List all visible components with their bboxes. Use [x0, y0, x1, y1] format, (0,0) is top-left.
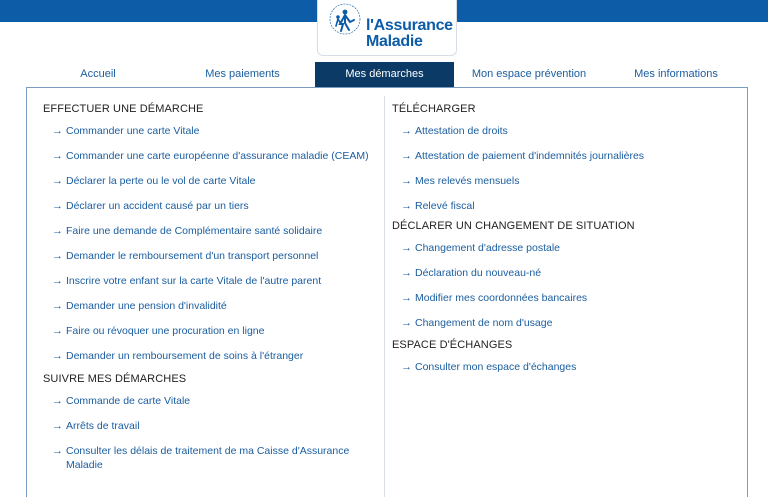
arrow-right-icon: →: [52, 250, 63, 262]
nav-item-mon-espace-prevention[interactable]: Mon espace prévention: [471, 68, 587, 80]
link-pension-invalidite[interactable]: → Demander une pension d'invalidité: [52, 300, 227, 312]
link-procuration[interactable]: → Faire ou révoquer une procuration en ligne: [52, 325, 265, 337]
link-changement-adresse[interactable]: → Changement d'adresse postale: [401, 242, 561, 254]
arrow-right-icon: →: [52, 200, 63, 212]
link-releve-fiscal[interactable]: → Relevé fiscal: [401, 200, 475, 212]
arrow-right-icon: →: [401, 125, 412, 137]
link-declaration-nouveau-ne[interactable]: → Déclaration du nouveau-né: [401, 267, 542, 279]
link-releves-mensuels[interactable]: → Mes relevés mensuels: [401, 175, 520, 187]
link-suivi-carte-vitale[interactable]: → Commande de carte Vitale: [52, 395, 191, 407]
arrow-right-icon: →: [52, 420, 63, 432]
arrow-right-icon: →: [401, 200, 412, 212]
nav-item-mes-informations[interactable]: Mes informations: [634, 68, 718, 80]
section-title-effectuer: EFFECTUER UNE DÉMARCHE: [43, 103, 204, 115]
section-title-telecharger: TÉLÉCHARGER: [392, 103, 476, 115]
arrow-right-icon: →: [52, 225, 63, 237]
arrow-right-icon: →: [52, 150, 63, 162]
link-coordonnees-bancaires[interactable]: → Modifier mes coordonnées bancaires: [401, 292, 588, 304]
arrow-right-icon: →: [401, 175, 412, 187]
link-delais-traitement[interactable]: → Consulter les délais de traitement de ma Caisse d'Assurance Maladie: [52, 445, 350, 471]
column-divider: [384, 96, 385, 497]
nav-item-accueil[interactable]: Accueil: [80, 68, 116, 80]
arrow-right-icon: →: [401, 317, 412, 329]
arrow-right-icon: →: [52, 300, 63, 312]
section-title-echanges: ESPACE D'ÉCHANGES: [392, 339, 513, 351]
arrow-right-icon: →: [52, 175, 63, 187]
arrow-right-icon: →: [401, 292, 412, 304]
link-commander-carte-vitale[interactable]: → Commander une carte Vitale: [52, 125, 200, 137]
arrow-right-icon: →: [401, 242, 412, 254]
arrow-right-icon: →: [52, 395, 63, 407]
link-remboursement-transport[interactable]: → Demander le remboursement d'un transport personnel: [52, 250, 319, 262]
right-column: [392, 101, 732, 385]
logo-line1: l'Assurance: [366, 17, 453, 34]
link-changement-nom[interactable]: → Changement de nom d'usage: [401, 317, 553, 329]
link-declarer-perte-vol[interactable]: → Déclarer la perte ou le vol de carte Vitale: [52, 175, 256, 187]
logo-line2: Maladie: [366, 33, 423, 50]
link-attestation-ij[interactable]: → Attestation de paiement d'indemnités journalières: [401, 150, 645, 162]
arrow-right-icon: →: [401, 267, 412, 279]
logo-text: [366, 18, 453, 50]
nav-item-mes-paiements[interactable]: Mes paiements: [205, 68, 280, 80]
link-commander-ceam[interactable]: → Commander une carte européenne d'assurance maladie (CEAM): [52, 150, 369, 162]
section-title-suivre: SUIVRE MES DÉMARCHES: [43, 373, 187, 385]
link-attestation-droits[interactable]: → Attestation de droits: [401, 125, 508, 137]
link-complementaire-sante[interactable]: → Faire une demande de Complémentaire santé solidaire: [52, 225, 323, 237]
arrow-right-icon: →: [52, 325, 63, 337]
link-espace-echanges[interactable]: → Consulter mon espace d'échanges: [401, 361, 577, 373]
left-column: [43, 101, 378, 483]
link-arrets-travail[interactable]: → Arrêts de travail: [52, 420, 140, 432]
arrow-right-icon: →: [52, 350, 63, 362]
assurance-maladie-logo[interactable]: [317, 0, 457, 56]
section-title-changement: DÉCLARER UN CHANGEMENT DE SITUATION: [392, 220, 635, 232]
nav-item-mes-demarches[interactable]: Mes démarches: [315, 62, 454, 87]
main-nav: [26, 62, 748, 87]
arrow-right-icon: →: [52, 125, 63, 137]
link-remboursement-etranger[interactable]: → Demander un remboursement de soins à l'étranger: [52, 350, 304, 362]
link-declarer-accident[interactable]: → Déclarer un accident causé par un tiers: [52, 200, 249, 212]
arrow-right-icon: →: [401, 150, 412, 162]
arrow-right-icon: →: [52, 275, 63, 287]
link-inscrire-enfant[interactable]: → Inscrire votre enfant sur la carte Vitale de l'autre parent: [52, 275, 322, 287]
arrow-right-icon: →: [401, 361, 412, 373]
logo-emblem-icon: [328, 2, 362, 36]
arrow-right-icon: →: [52, 445, 63, 457]
